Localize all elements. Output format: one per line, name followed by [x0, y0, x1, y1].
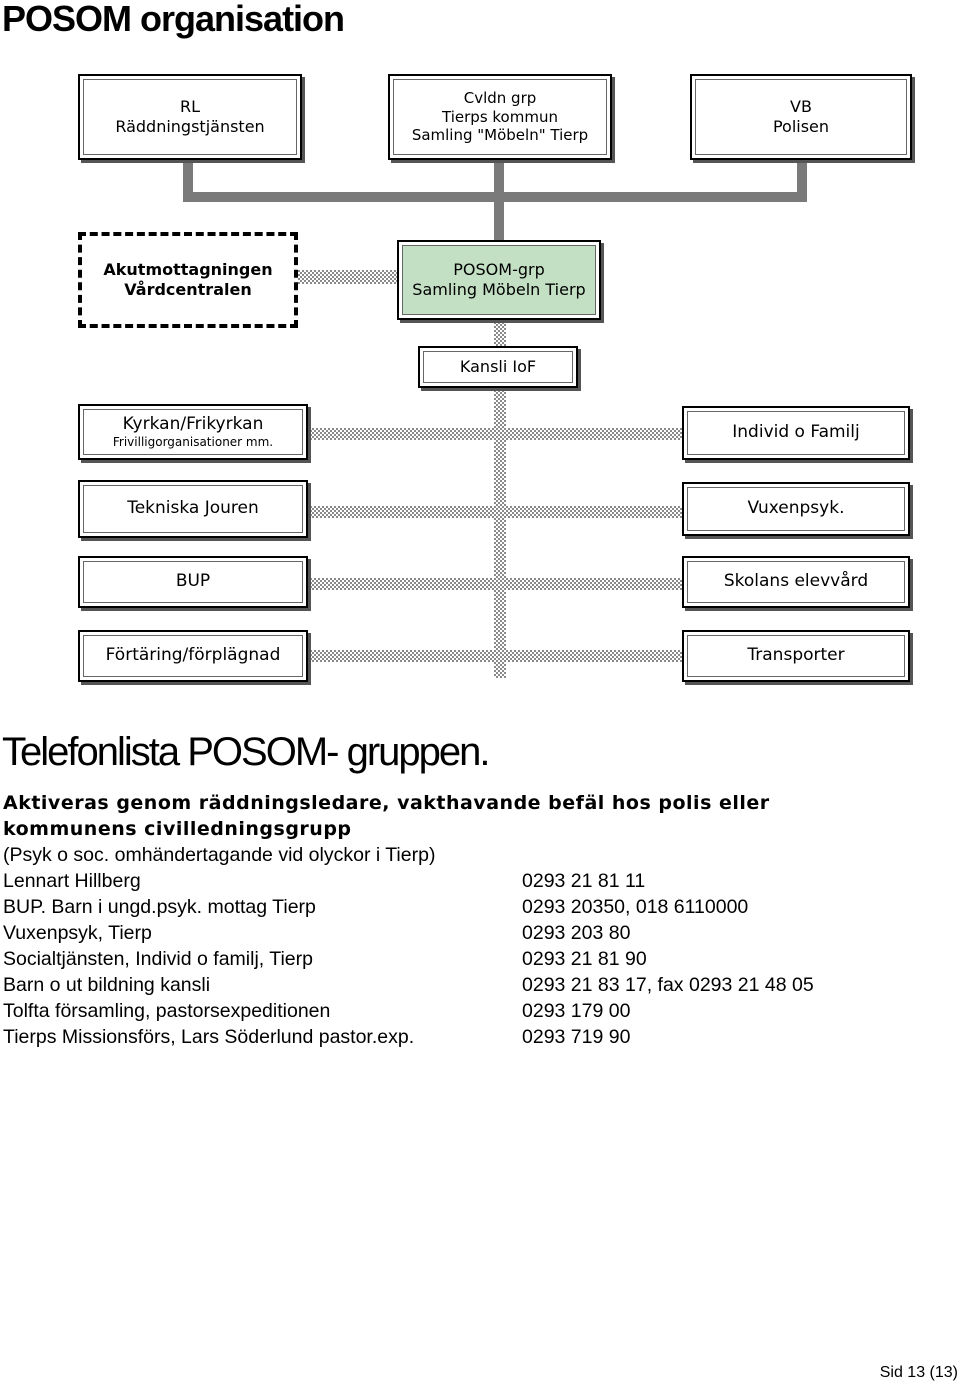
org-box-individ-o-familj	[682, 406, 910, 460]
org-box-line: Frivilligorganisationer mm.	[112, 435, 274, 450]
org-box-line: Samling "Möbeln" Tierp	[411, 126, 589, 145]
org-box-line: Tierps kommun	[442, 107, 558, 126]
org-box-line: RL	[179, 97, 201, 116]
dotted-connectors	[298, 270, 682, 678]
org-box-vuxenpsyk	[682, 482, 910, 536]
phone-row-number: 0293 203 80	[522, 922, 631, 944]
org-box-transporter	[682, 630, 910, 682]
phone-row-name: Barn o ut bildning kansli	[3, 974, 211, 996]
org-box-skolans-elevvard	[682, 556, 910, 608]
org-box-tekniska-jouren	[78, 480, 308, 538]
org-box-fortaring	[78, 630, 308, 682]
phone-row-number: 0293 21 81 11	[522, 870, 646, 892]
page-number: Sid 13 (13)	[879, 1364, 958, 1381]
org-box-line: Transporter	[747, 645, 845, 666]
org-box-line: VB	[790, 97, 812, 116]
org-box-line: POSOM-grp	[453, 260, 545, 279]
org-box-line: Individ o Familj	[732, 422, 860, 443]
org-box-line: Vuxenpsyk.	[747, 498, 845, 519]
org-box-kyrkan	[78, 404, 308, 460]
org-box-rl	[78, 74, 302, 160]
org-box-line: Polisen	[772, 117, 830, 136]
phone-list-title: Telefonlista POSOM- gruppen.	[2, 730, 489, 774]
phone-row-number: 0293 20350, 018 6110000	[522, 896, 749, 918]
org-box-line: Kansli IoF	[459, 357, 537, 376]
org-box-line: Räddningstjänsten	[115, 117, 265, 136]
org-box-posom-grp	[397, 240, 601, 320]
org-box-kansli-iof	[418, 346, 578, 388]
phone-row-number: 0293 21 81 90	[522, 948, 647, 970]
phone-row-name: Lennart Hillberg	[3, 870, 141, 892]
phone-list-intro: (Psyk o soc. omhändertagande vid olyckor i Tierp)	[3, 844, 436, 866]
org-box-line: Samling Möbeln Tierp	[412, 280, 586, 299]
org-box-akutmottagningen	[78, 232, 298, 328]
page-title: POSOM organisation	[2, 0, 345, 39]
phone-row-name: Tolfta församling, pastorsexpeditionen	[3, 1000, 331, 1022]
phone-row-name: BUP. Barn i ungd.psyk. mottag Tierp	[3, 896, 316, 918]
org-box-line: Förtäring/förplägnad	[105, 645, 281, 666]
org-box-line: Tekniska Jouren	[127, 498, 259, 519]
org-box-line: BUP	[175, 571, 211, 592]
phone-row-name: Socialtjänsten, Individ o familj, Tierp	[3, 948, 313, 970]
phone-row-number: 0293 179 00	[522, 1000, 631, 1022]
phone-row-name: Tierps Missionsförs, Lars Söderlund pastor.exp.	[3, 1026, 415, 1048]
org-box-line: Cvldn grp	[463, 88, 537, 107]
org-box-line: Akutmottagningen	[103, 260, 273, 279]
org-box-bup	[78, 556, 308, 608]
phone-list-intro-bold: Aktiveras genom räddningsledare, vakthavande befäl hos polis eller kommunens civilledningsgrupp	[3, 792, 770, 840]
org-box-vb	[690, 74, 912, 160]
phone-row-number: 0293 719 90	[522, 1026, 631, 1048]
phone-row-number: 0293 21 83 17, fax 0293 21 48 05	[522, 974, 814, 996]
org-box-line: Vårdcentralen	[124, 280, 252, 299]
phone-row-name: Vuxenpsyk, Tierp	[3, 922, 152, 944]
org-box-cvldn-grp	[388, 74, 612, 160]
org-box-line: Skolans elevvård	[723, 571, 869, 592]
org-box-line: Kyrkan/Frikyrkan	[122, 413, 264, 434]
